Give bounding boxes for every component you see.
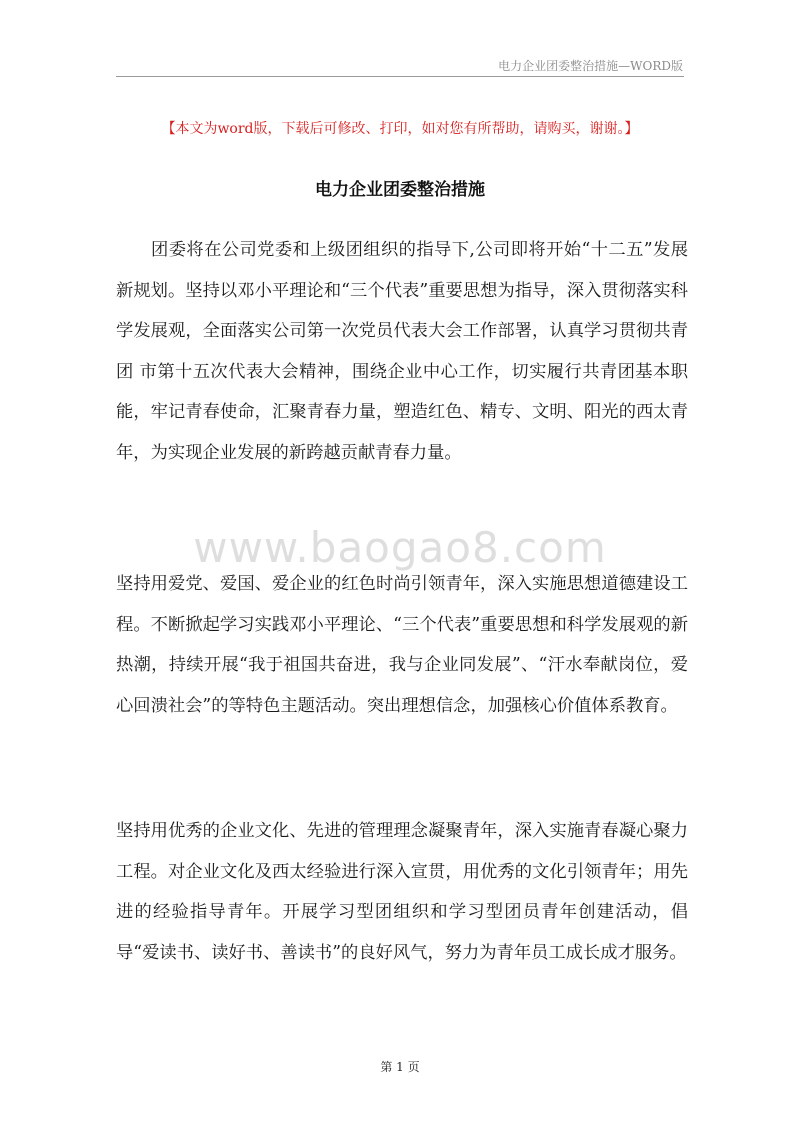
paragraph-1: 团委将在公司党委和上级团组织的指导下,公司即将开始“十二五”发展新规划。坚持以邓小平理论和“三个代表”重要思想为指导，深入贯彻落实科学发展观，全面落实公司第一次党员代表大会工作部署，认真学习贯彻共青团 市第十五次代表大会精神，围绕企业中心工作，切实履行共青团基本职能，牢记青春使命，汇聚青春力量，塑造红色、精专、文明、阳光的西太青年，为实现企业发展的新跨越贡献青春力量。 — [116, 240, 688, 463]
document-title: 电力企业团委整治措施 — [315, 180, 485, 200]
watermark: www.baogao8.com — [193, 523, 607, 572]
paragraph-3: 坚持用优秀的企业文化、先进的管理理念凝聚青年，深入实施青春凝心聚力工程。对企业文化及西太经验进行深入宣贯，用优秀的文化引领青年；用先进的经验指导青年。开展学习型团组织和学习型团员青年创建活动，倡导“爱读书、读好书、善读书”的良好风气，努力为青年员工成长成才服务。 — [116, 821, 688, 963]
header-divider — [116, 76, 684, 77]
paragraph-2: 坚持用爱党、爱国、爱企业的红色时尚引领青年，深入实施思想道德建设工程。不断掀起学习实践邓小平理论、“三个代表”重要思想和科学发展观的新热潮，持续开展“我于祖国共奋进，我与企业同发展”、“汗水奉献岗位，爱心回溃社会”的等特色主题活动。突出理想信念，加强核心价值体系教育。 — [116, 574, 688, 716]
running-header: 电力企业团委整治措施—WORD版 — [498, 59, 683, 73]
page-number: 第 1 页 — [380, 1060, 420, 1074]
download-notice: 【本文为word版，下载后可修改、打印，如对您有所帮助，请购买，谢谢。】 — [161, 121, 639, 137]
